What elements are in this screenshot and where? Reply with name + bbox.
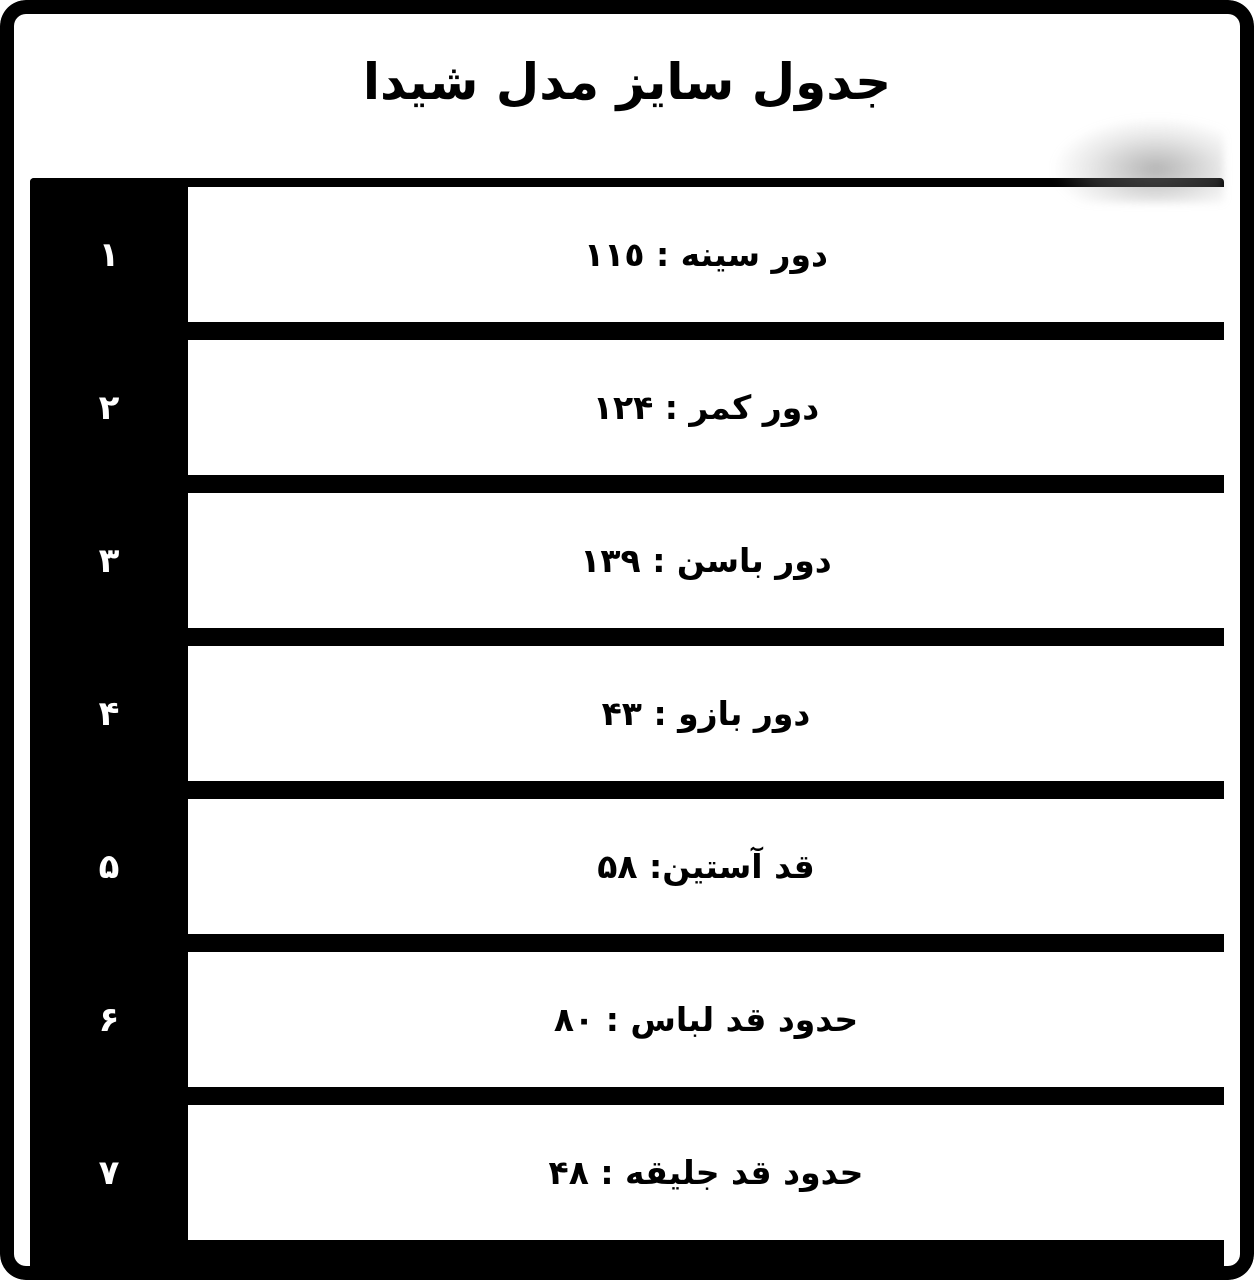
table-row (30, 637, 1224, 790)
table-row (30, 331, 1224, 484)
table-row (30, 178, 1224, 331)
row-index: ١ (30, 178, 188, 331)
size-table (30, 178, 1224, 1280)
measurement-label: دور بازو : ۴٣ (601, 694, 811, 733)
table-row (30, 790, 1224, 943)
measurement-cell (188, 488, 1224, 633)
measurement-label: دور کمر : ١٢۴ (592, 388, 820, 427)
row-index: ۴ (30, 637, 188, 790)
measurement-cell (188, 794, 1224, 939)
measurement-label: حدود قد لباس : ٨٠ (553, 1000, 859, 1039)
measurement-cell (188, 947, 1224, 1092)
measurement-label: دور باسن : ١٣٩ (580, 541, 832, 580)
row-index: ٧ (30, 1096, 188, 1249)
table-row (30, 484, 1224, 637)
row-index: ٢ (30, 331, 188, 484)
measurement-label: قد آستین: ۵٨ (597, 847, 815, 886)
row-index: ٣ (30, 484, 188, 637)
measurement-cell (188, 1100, 1224, 1245)
row-index: ۶ (30, 943, 188, 1096)
row-index: ۵ (30, 790, 188, 943)
measurement-label: دور سینه : ١١٥ (584, 235, 828, 274)
table-row (30, 943, 1224, 1096)
measurement-label: حدود قد جلیقه : ۴٨ (548, 1153, 864, 1192)
page-title: جدول سایز مدل شیدا (362, 53, 892, 111)
measurement-cell (188, 182, 1224, 327)
measurement-cell (188, 641, 1224, 786)
measurement-cell (188, 335, 1224, 480)
table-row (30, 1096, 1224, 1249)
